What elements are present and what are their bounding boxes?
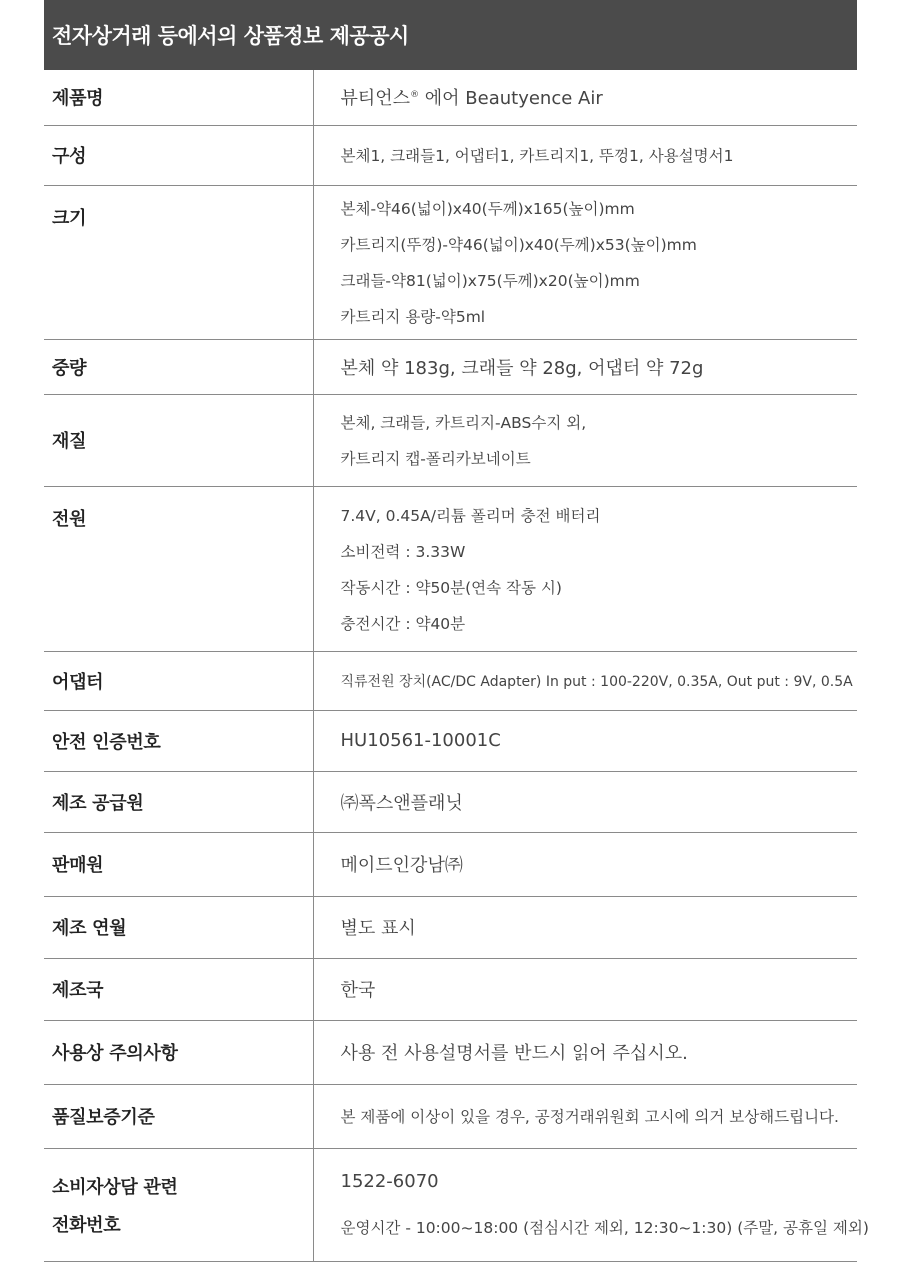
table-row [44,771,857,832]
row-label: 제조국 [44,958,313,1020]
row-value: 본체 약 183g, 크래들 약 28g, 어댑터 약 72g [313,339,857,394]
row-value: 본 제품에 이상이 있을 경우, 공정거래위원회 고시에 의거 보상해드립니다. [313,1084,857,1148]
value-line: 카트리지(뚜껑)-약46(넓이)x40(두께)x53(높이)mm [340,236,697,254]
table-row [44,1020,857,1084]
row-value: 뷰티언스® 에어 Beautyence Air [313,70,857,125]
row-label: 어댑터 [44,651,313,710]
row-label: 판매원 [44,832,313,896]
value-line: 본체, 크래들, 카트리지-ABS수지 외, [340,414,587,432]
row-label: 전원 [44,486,313,651]
page-title: 전자상거래 등에서의 상품정보 제공공시 [44,0,857,70]
table-row [44,1084,857,1148]
table-row [44,339,857,394]
row-label: 구성 [44,125,313,185]
table-row [44,185,857,339]
row-label: 품질보증기준 [44,1084,313,1148]
row-label: 제조 연월 [44,896,313,958]
row-label: 재질 [44,394,313,486]
table-row [44,958,857,1020]
row-value [313,486,857,651]
phone-number: 1522-6070 [340,1171,439,1192]
row-value: ㈜폭스앤플래닛 [313,771,857,832]
value-line: 7.4V, 0.45A/리튬 폴리머 충전 배터리 [340,506,601,525]
row-value [313,1148,869,1261]
label-line: 전화번호 [52,1214,121,1236]
value-line: 충전시간 : 약40분 [340,614,466,633]
table-row [44,1148,857,1261]
row-label: 안전 인증번호 [44,710,313,771]
row-label: 중량 [44,339,313,394]
row-value: 메이드인강남㈜ [313,832,857,896]
row-label: 사용상 주의사항 [44,1020,313,1084]
table-row [44,125,857,185]
row-value [313,394,857,486]
row-label: 크기 [44,185,313,339]
row-value: 사용 전 사용설명서를 반드시 읽어 주십시오. [313,1020,857,1084]
row-value: 별도 표시 [313,896,857,958]
value-line: 크래들-약81(넓이)x75(두께)x20(높이)mm [340,272,640,290]
registered-mark: ® [410,90,420,101]
table-row [44,70,857,125]
row-value: 본체1, 크래들1, 어댑터1, 카트리지1, 뚜껑1, 사용설명서1 [313,125,857,185]
table-row [44,832,857,896]
value-line: 본체-약46(넓이)x40(두께)x165(높이)mm [340,200,635,218]
operating-hours: 운영시간 - 10:00~18:00 (점심시간 제외, 12:30~1:30) (주말, 공휴일 제외) [340,1219,869,1237]
row-label [44,1148,313,1261]
table-row [44,394,857,486]
value-line: 소비전력 : 3.33W [340,542,466,561]
table-row [44,896,857,958]
row-value: 직류전원 장치(AC/DC Adapter) In put : 100-220V, 0.35A, Out put : 9V, 0.5A [313,651,857,710]
value-line: 카트리지 캡-폴리카보네이트 [340,450,531,468]
row-value: HU10561-10001C [313,710,857,771]
table-row [44,710,857,771]
row-label: 제조 공급원 [44,771,313,832]
value-line: 작동시간 : 약50분(연속 작동 시) [340,578,562,597]
row-value [313,185,857,339]
table-row [44,486,857,651]
product-info-table [44,70,869,1262]
label-line: 소비자상담 관련 [52,1176,178,1198]
row-value: 한국 [313,958,857,1020]
row-label: 제품명 [44,70,313,125]
table-row [44,651,857,710]
value-line: 카트리지 용량-약5ml [340,308,486,326]
